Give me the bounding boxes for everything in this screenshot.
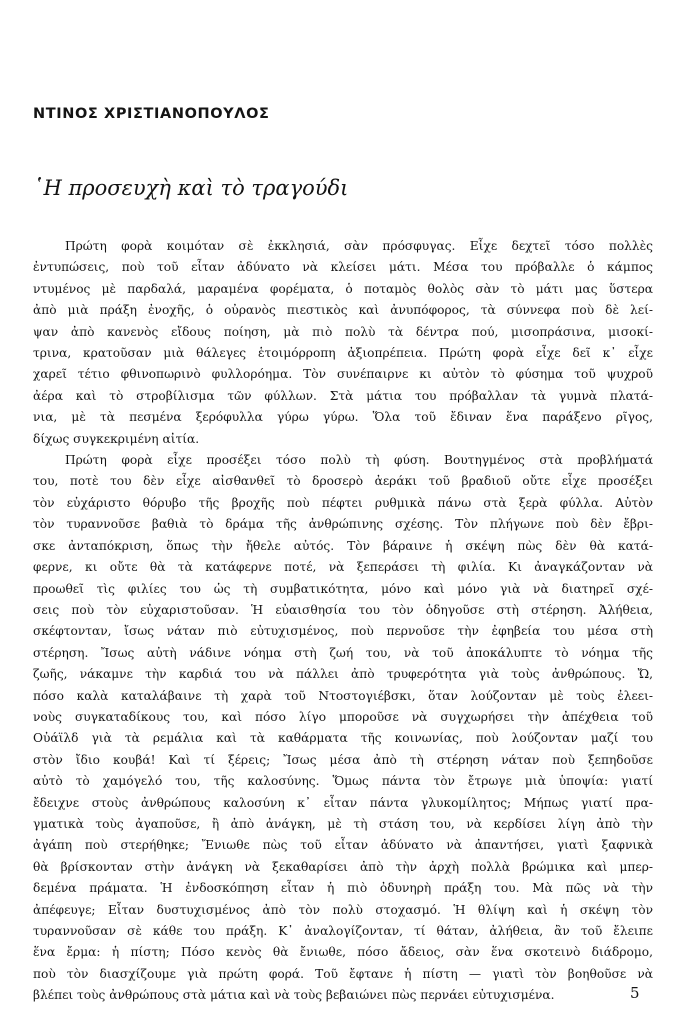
- page-number: 5: [630, 984, 640, 1002]
- text-line: φερνε, κι οὔτε θὰ τὰ κατάφερνε ποτέ, νὰ ξεπεράσει τὴ φιλία. Κι ἀναγκάζονταν νὰ: [33, 560, 653, 575]
- author-name: ΝΤΙΝΟΣ ΧΡΙΣΤΙΑΝΟΠΟΥΛΟΣ: [33, 106, 270, 122]
- paragraph: [33, 450, 653, 1007]
- text-line: δίχως συγκεκριμένη αἰτία.: [33, 431, 200, 446]
- text-line: τὸν τυραννοῦσε βαθιὰ τὸ δράμα τῆς ἀνθρώπινης σχέσης. Τὸν πλήγωνε ποὺ δὲν ἔβρι-: [33, 517, 653, 532]
- text-line: ἔδειχνε στοὺς ἀνθρώπους καλοσύνη κ᾿ εἶταν πάντα γλυκομίλητος; Μήπως γιατί πρα-: [33, 795, 653, 810]
- text-line: ψαν ἀπὸ κανενὸς εἴδους ποίηση, μὰ πιὸ πολὺ τὰ δέντρα πού, μισοπράσινα, μισοκί-: [33, 324, 653, 339]
- text-line: ποὺ τὸν διασχίζουμε γιὰ πρώτη φορά. Τοῦ ἔφτανε ἡ πίστη — γιατὶ τὸν βοηθοῦσε νὰ: [33, 966, 653, 981]
- text-line: στέρηση. Ἴσως αὐτὴ νάδινε νόημα στὴ ζωή του, νὰ τοῦ ἀποκάλυπτε τὸ νόημα τῆς: [33, 645, 653, 660]
- story-title: ῾Η προσευχὴ καὶ τὸ τραγούδι: [33, 176, 349, 200]
- text-line: ἀέρα καὶ τὸ στροβίλισμα τῶν φύλλων. Στὰ μάτια του πρόβαλλαν τὰ γυμνὰ πλατά-: [33, 388, 653, 403]
- text-line: τὸν εὐχάριστο θόρυβο τῆς βροχῆς ποὺ πέφτει ρυθμικὰ πάνω στὰ ξερὰ φύλλα. Αὐτὸν: [33, 495, 653, 510]
- text-line: ἕνα ἔρμα: ἡ πίστη; Πόσο κενὸς θὰ ἔνιωθε, πόσο ἄδειος, σὰν ἕνα σκοτεινὸ διάδρομο,: [33, 945, 653, 960]
- text-line: σκέφτονταν, ἴσως νάταν πιὸ εὐτυχισμένος, ποὺ περνοῦσε τὴν ἐφηβεία του μέσα στὴ: [33, 624, 653, 639]
- text-line: ἀπὸ μιὰ πράξη ἐνοχῆς, ὁ οὐρανὸς πιεστικὸς καὶ ἀνυπόφορος, τὰ σύννεφα ποὺ δὲ λεί-: [33, 303, 653, 318]
- text-line: προωθεῖ τὶς φιλίες του ὡς τὴ συμβατικότητα, μόνο καὶ μόνο γιὰ νὰ διατηρεῖ σχέ-: [33, 581, 653, 596]
- text-line: Πρώτη φορὰ εἶχε προσέξει τόσο πολὺ τὴ φύση. Βουτηγμένος στὰ προβλήματά: [65, 453, 653, 468]
- text-line: ντυμένος μὲ παρδαλά, μαραμένα φορέματα, ὁ ποταμὸς θολὸς σὰν τὸ μάτι μας ὕστερα: [33, 281, 653, 296]
- paragraph: [33, 236, 653, 450]
- text-line: ζωῆς, νάκαμνε τὴν καρδιά του νὰ πάλλει ἀπὸ τρυφερότητα γιὰ τοὺς ἀνθρώπους. Ὤ,: [33, 667, 653, 682]
- text-line: του, ποτὲ του δὲν εἶχε αἰσθανθεῖ τὸ δροσερὸ ἀεράκι τοῦ βραδιοῦ οὔτε εἶχε προσέξει: [33, 474, 653, 489]
- text-line: πόσο καλὰ καταλάβαινε τὴ χαρὰ τοῦ Ντοστογιέβσκι, ὅταν λούζονταν μὲ τοὺς ἐλεει-: [33, 688, 653, 703]
- text-line: ἀγάπη ποὺ στερήθηκε; Ἔνιωθε πὼς τοῦ εἶταν ἀδύνατο νὰ ἀπαντήσει, γιατὶ ξαφνικὰ: [33, 838, 653, 853]
- text-line: δεμένα πράματα. Ἡ ἐνδοσκόπηση εἶταν ἡ πιὸ ὀδυνηρὴ πράξη του. Μὰ πῶς νὰ τὴν: [33, 881, 653, 896]
- text-line: θὰ βρίσκονταν στὴν ἀνάγκη νὰ ξεκαθαρίσει ἀπὸ τὴν ἀρχὴ πολλὰ βρώμικα καὶ μπερ-: [33, 859, 653, 874]
- text-line: στὸν ἴδιο κουβά! Καὶ τί ξέρεις; Ἴσως μέσα ἀπὸ τὴ στέρηση νάταν ποὺ ξεπηδοῦσε: [33, 752, 653, 767]
- text-line: σκε ἀνταπόκριση, ὅπως τὴν ἤθελε αὐτός. Τὸν βάραινε ἡ σκέψη πὼς δὲν θὰ κατά-: [33, 538, 653, 553]
- text-line: νοὺς συγκαταδίκους του, καὶ πόσο λίγο μποροῦσε νὰ συγχωρήσει τὴν ἀπέχθεια τοῦ: [33, 709, 653, 724]
- text-line: τυραννοῦσαν σὲ κάθε του πράξη. Κ᾿ ἀναλογίζονταν, τί θάταν, ἀλήθεια, ἂν τοῦ ἔλειπε: [33, 924, 653, 938]
- text-line: ἀπέφευγε; Εἶταν δυστυχισμένος ἀπὸ τὸν πολὺ στοχασμό. Ἡ θλίψη καὶ ἡ σκέψη τὸν: [33, 902, 653, 917]
- text-line: βλέπει τοὺς ἀνθρώπους στὰ μάτια καὶ νὰ τοὺς βεβαιώνει πὼς περνάει εὐτυχισμένα.: [33, 988, 555, 1003]
- text-line: Πρώτη φορὰ κοιμόταν σὲ ἐκκλησιά, σὰν πρόσφυγας. Εἶχε δεχτεῖ τόσο πολλὲς: [65, 239, 653, 253]
- text-line: σεις ποὺ τὸν εὐχαριστοῦσαν. Ἡ εὐαισθησία του τὸν ὁδηγοῦσε στὴ στέρηση. Ἀλήθεια,: [33, 602, 653, 617]
- text-line: χαρεῖ τέτιο φθινοπωρινὸ φυλλορόημα. Τὸν συνέπαιρνε κι αὐτὸν τὸ φύσημα τοῦ ψυχροῦ: [33, 367, 653, 382]
- text-line: τρινα, κρατοῦσαν μιὰ θάλεγες ἑτοιμόρροπη ἀξιοπρέπεια. Πρώτη φορὰ εἶχε δεῖ κ᾿ εἶχε: [33, 346, 653, 361]
- text-line: Οὐάϊλδ γιὰ τὰ ρεμάλια καὶ τὰ καθάρματα τῆς κοινωνίας, ποὺ λούζονταν μαζί του: [33, 731, 653, 746]
- text-line: νια, μὲ τὰ πεσμένα ξερόφυλλα γύρω γύρω. Ὅλα τοῦ ἔδιναν ἕνα παράξενο ρῖγος,: [33, 410, 653, 425]
- text-line: αὐτὸ τὸ χαμόγελό του, τῆς καλοσύνης. Ὅμως πάντα τὸν ἔτρωγε μιὰ ὑποψία: γιατί: [33, 774, 653, 789]
- body-text: [33, 236, 653, 1007]
- text-line: ἐντυπώσεις, ποὺ τοῦ εἶταν ἀδύνατο νὰ κλείσει μάτι. Μέσα του πρόβαλλε ὁ κάμπος: [33, 260, 653, 275]
- text-line: γματικὰ τοὺς ἀγαποῦσε, ἢ ἀπὸ ἀνάγκη, μὲ τὴ στάση του, νὰ κερδίσει λίγη ἀπὸ τὴν: [33, 816, 653, 831]
